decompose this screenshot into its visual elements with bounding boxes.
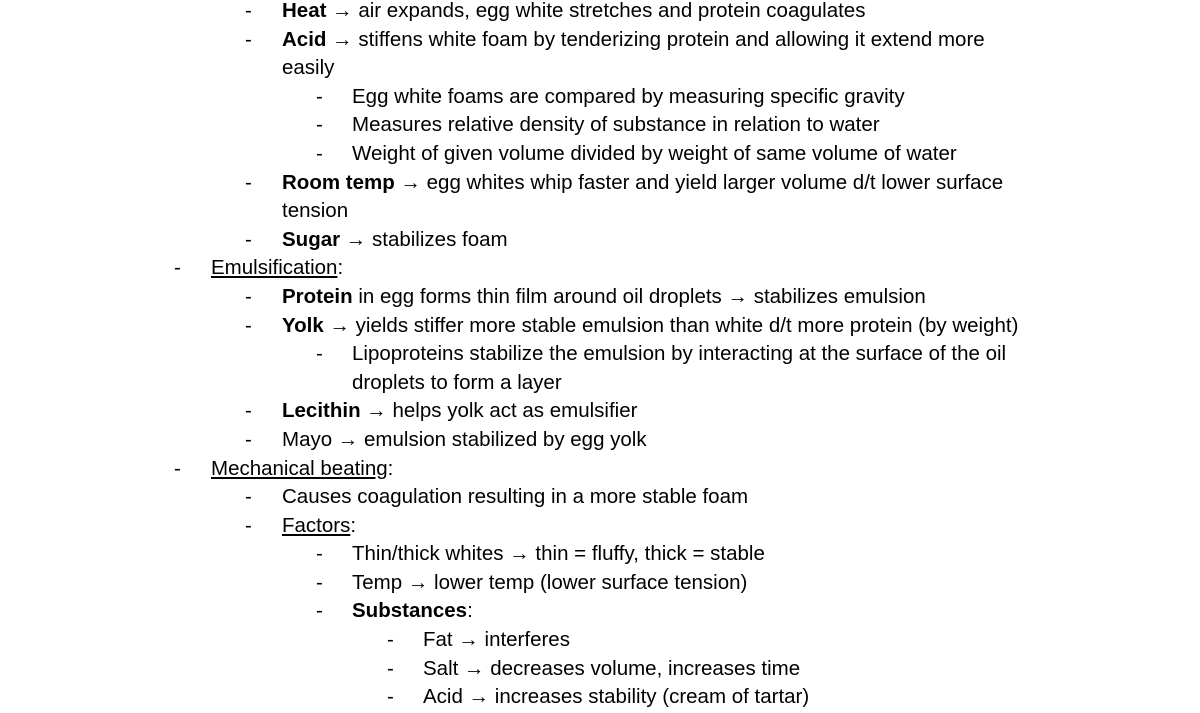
list-item-text: Temp → lower temp (lower surface tension) (352, 570, 748, 594)
list-item-text: Fat → interferes (423, 628, 570, 652)
list-item (0, 283, 1200, 312)
list-item-text: Room temp → egg whites whip faster and yield larger volume d/t lower surface (282, 170, 1004, 194)
bold-term: Yolk (282, 313, 324, 337)
list-item (0, 226, 1200, 255)
list-item (0, 569, 1200, 598)
list-item-text: Protein in egg forms thin film around oil droplets → stabilizes emulsion (282, 284, 926, 308)
list-item-text: Egg white foams are compared by measuring specific gravity (352, 84, 905, 108)
bold-term: Lecithin (282, 399, 361, 423)
list-item-text: Lecithin → helps yolk act as emulsifier (282, 399, 638, 423)
section-heading-item (0, 455, 1200, 484)
list-item-text: Acid → increases stability (cream of tartar) (423, 685, 810, 709)
bullet-marker: - (316, 342, 323, 366)
bold-term: Sugar (282, 227, 341, 251)
list-item-text: Lipoproteins stabilize the emulsion by interacting at the surface of the oil (352, 342, 1007, 366)
list-item (0, 83, 1200, 112)
list-item (0, 597, 1200, 626)
bullet-marker: - (316, 542, 323, 566)
list-item-text: Weight of given volume divided by weight of same volume of water (352, 141, 957, 165)
bold-term: Acid (282, 27, 327, 51)
section-heading-item (0, 254, 1200, 283)
bullet-marker: - (174, 256, 181, 280)
bold-term: Protein (282, 284, 353, 308)
bullet-marker: - (245, 27, 252, 51)
bullet-marker: - (316, 141, 323, 165)
list-item-text: droplets to form a layer (352, 370, 562, 394)
bullet-marker: - (245, 485, 252, 509)
list-item (0, 397, 1200, 426)
list-item-continuation (0, 369, 1200, 398)
list-item (0, 655, 1200, 684)
list-item-text: Sugar → stabilizes foam (282, 227, 508, 251)
list-item (0, 26, 1200, 55)
list-item-text: Mayo → emulsion stabilized by egg yolk (282, 427, 647, 451)
section-heading: Mechanical beating: (211, 456, 394, 480)
bullet-marker: - (245, 227, 252, 251)
list-item-text: tension (282, 199, 349, 223)
section-heading: Emulsification: (211, 256, 344, 280)
list-item-continuation (0, 197, 1200, 226)
underlined-heading: Mechanical beating (211, 456, 388, 480)
bullet-marker: - (245, 513, 252, 537)
bullet-marker: - (316, 599, 323, 623)
list-item (0, 340, 1200, 369)
list-item (0, 626, 1200, 655)
bullet-marker: - (387, 656, 394, 680)
bullet-marker: - (245, 170, 252, 194)
list-item (0, 683, 1200, 712)
list-item (0, 426, 1200, 455)
bold-term: Substances (352, 599, 468, 623)
bullet-marker: - (174, 456, 181, 480)
bullet-marker: - (387, 685, 394, 709)
list-item-text: Yolk → yields stiffer more stable emulsion than white d/t more protein (by weight) (282, 313, 1019, 337)
list-item-text: Measures relative density of substance in relation to water (352, 113, 880, 137)
bullet-marker: - (245, 0, 252, 22)
list-item (0, 169, 1200, 198)
list-item (0, 312, 1200, 341)
list-item-continuation (0, 54, 1200, 83)
underlined-heading: Emulsification (211, 256, 338, 280)
bullet-marker: - (245, 427, 252, 451)
list-item (0, 540, 1200, 569)
list-item-text: easily (282, 56, 335, 80)
list-item-text: Causes coagulation resulting in a more stable foam (282, 485, 749, 509)
list-item-text: Salt → decreases volume, increases time (423, 656, 801, 680)
bullet-marker: - (387, 628, 394, 652)
bullet-marker: - (316, 113, 323, 137)
list-item-text: Heat → air expands, egg white stretches and protein coagulates (282, 0, 866, 22)
list-item (0, 512, 1200, 541)
bold-term: Room temp (282, 170, 395, 194)
list-item-text: Acid → stiffens white foam by tenderizing protein and allowing it extend more (282, 27, 985, 51)
bullet-marker: - (316, 570, 323, 594)
bullet-marker: - (316, 84, 323, 108)
bullet-marker: - (245, 399, 252, 423)
list-item-text: Factors: (282, 513, 357, 537)
list-item (0, 111, 1200, 140)
list-item (0, 0, 1200, 26)
underlined-term: Factors (282, 513, 351, 537)
bullet-marker: - (245, 284, 252, 308)
list-item (0, 140, 1200, 169)
bullet-marker: - (245, 313, 252, 337)
list-item-text: Substances: (352, 599, 473, 623)
bold-term: Heat (282, 0, 327, 22)
list-item (0, 483, 1200, 512)
list-item-text: Thin/thick whites → thin = fluffy, thick = stable (352, 542, 765, 566)
